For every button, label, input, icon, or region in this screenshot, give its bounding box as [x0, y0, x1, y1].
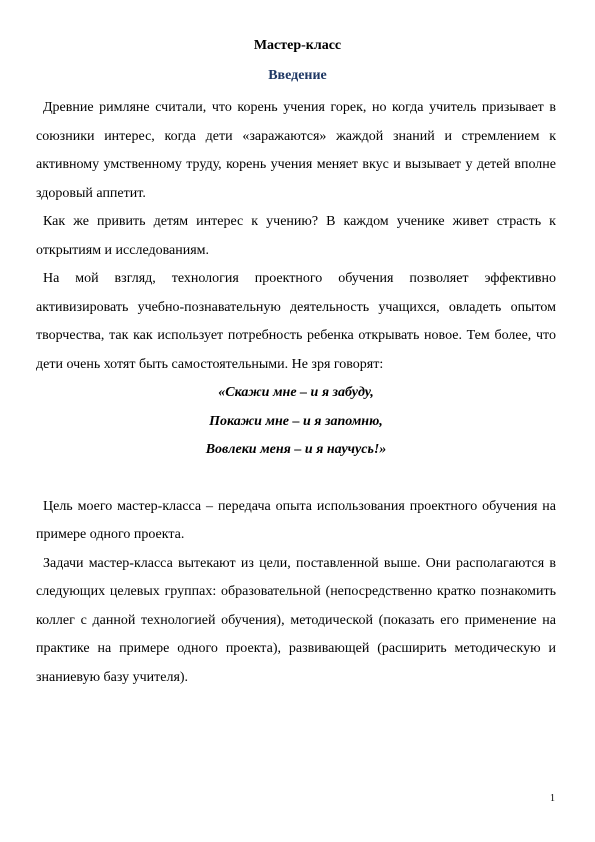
quote-line: Покажи мне – и я запомню,: [209, 413, 383, 429]
quote-block: [36, 379, 556, 465]
document-title: Мастер-класс: [253, 38, 342, 53]
paragraph-goal: Цель моего мастер-класса – передача опыта использования проектного обучения на примере одного проекта.: [36, 498, 556, 542]
paragraph-project-technology: На мой взгляд, технология проектного обучения позволяет эффективно активизировать учебно-познавательную деятельность учащихся, овладеть опытом творчества, так как использует потребность ребенка открывать новое. Тем более, что дети очень хотят быть самостоятельными. Не зря говорят:: [36, 271, 556, 372]
paragraph-tasks: Задачи мастер-класса вытекают из цели, поставленной выше. Они располагаются в следующих целевых группах: образовательной (непосредственно кратко познакомить коллег с данной технологией обучения), методической (показать его применение на практике на примере одного проекта), развивающей (расширить методическую и знаниевую базу учителя).: [36, 555, 556, 685]
page-number: 1: [550, 793, 555, 804]
document-body: [36, 94, 556, 692]
paragraph-intro-romans: Древние римляне считали, что корень учения горек, но когда учитель призывает в союзники интерес, когда дети «заражаются» жаждой знаний и стремлением к активному умственному труду, корень учения меняет вкус и вызывает у детей вполне здоровый аппетит.: [36, 100, 556, 201]
paragraph-interest-question: Как же привить детям интерес к учению? В каждом ученике живет страсть к открытиям и исследованиям.: [36, 214, 556, 258]
section-heading: Введение: [268, 68, 327, 83]
quote-line: Вовлеки меня – и я научусь!»: [205, 442, 387, 457]
quote-line: «Скажи мне – и я забуду,: [218, 385, 374, 400]
